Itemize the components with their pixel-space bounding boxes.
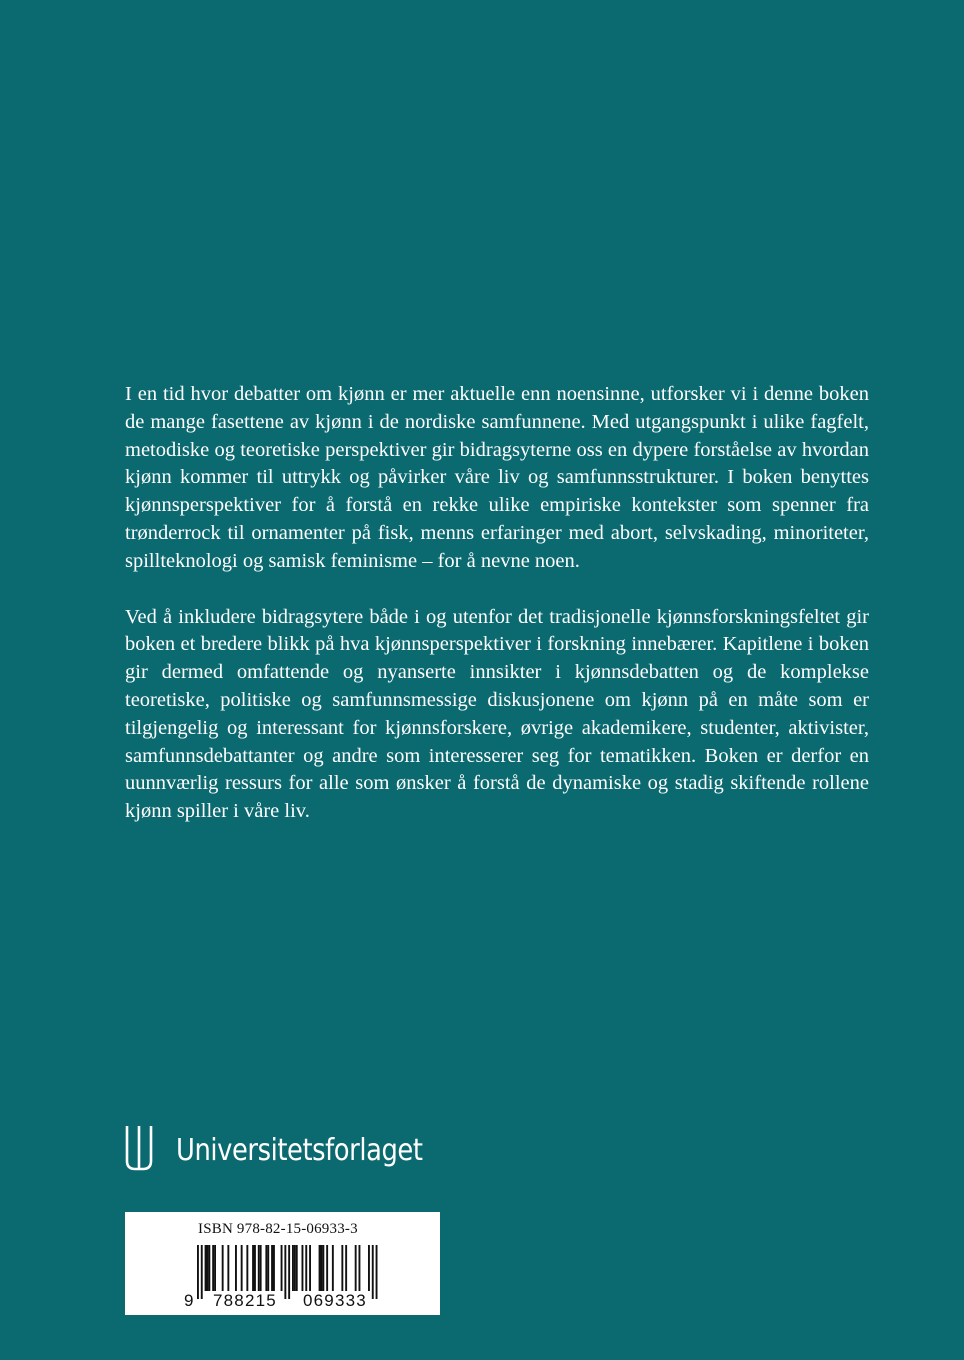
barcode-guard-bar xyxy=(288,1245,290,1299)
barcode-bar xyxy=(322,1245,324,1291)
barcode-bar xyxy=(332,1245,334,1291)
barcode-bar xyxy=(212,1245,214,1291)
barcode-bar xyxy=(341,1245,343,1291)
barcode-bar xyxy=(321,1245,323,1291)
barcode-bar xyxy=(241,1245,243,1291)
publisher-name: Universitetsforlaget xyxy=(176,1132,423,1168)
universitetsforlaget-u-logo-icon xyxy=(124,1125,154,1171)
barcode-bar xyxy=(359,1245,361,1291)
barcode-bar xyxy=(296,1245,298,1291)
barcode-digits-right: 069333 xyxy=(303,1291,367,1310)
barcode-bar xyxy=(281,1245,283,1291)
barcode-bar xyxy=(208,1245,210,1291)
barcode-digits-left: 788215 xyxy=(213,1291,277,1310)
blurb-paragraph-2: Ved å inkludere bidragsytere både i og utenfor det tradisjonelle kjønnsforskningsfeltet gir boken et bredere blikk på hva kjønnsperspektiver i forskning innebærer. Kapitlene i boken gir dermed omfattende og nyanserte innsikter i kjønnsdebatten og de komplekse teoretiske, politiske og samfunnsmessige diskusjonene om kjønn på en måte som er tilgjengelig og interessant for kjønnsforskere, øvrige akademikere, studenter, aktivister, samfunnsdebattanter og andre som interesserer seg for tematikken. Boken er derfor en uunnværlig ressurs for alle som ønsker å forstå de dynamiske og stadig skiftende rollene kjønn spiller i våre liv. xyxy=(125,605,869,823)
blurb-paragraph-1: I en tid hvor debatter om kjønn er mer aktuelle enn noensinne, utforsker vi i denne boken de mange fasettene av kjønn i de nordiske samfunnene. Med utgangspunkt i ulike fagfelt, metodiske og teoretiske perspektiver gir bidragsyterne oss en dypere forståelse av hvordan kjønn kommer til uttrykk og påvirker våre liv og samfunnsstrukturer. I boken benyttes kjønnsperspektiver for å forstå en rekke ulike empiriske kontekster som spenner fra trønderrock til ornamenter på fisk, menns erfaringer med abort, selvskading, minoriteter, spillteknologi og samisk feminisme – for å nevne noen. xyxy=(125,383,869,572)
barcode-bar xyxy=(345,1245,347,1291)
barcode-bar xyxy=(319,1245,321,1291)
barcode-bar xyxy=(309,1245,311,1291)
barcode-guard-bar xyxy=(376,1245,378,1299)
barcode-bar xyxy=(271,1245,273,1291)
barcode-guard-bar xyxy=(372,1245,374,1299)
barcode-bar xyxy=(305,1245,307,1291)
barcode-bar xyxy=(265,1245,267,1291)
publisher-mark xyxy=(124,1124,463,1172)
barcode-digit-first: 9 xyxy=(184,1291,194,1310)
barcode-bar xyxy=(227,1245,229,1291)
barcode-guard-bar xyxy=(197,1245,199,1299)
isbn-barcode-box xyxy=(125,1212,440,1315)
barcode-bar xyxy=(235,1245,237,1291)
barcode-bar xyxy=(260,1245,262,1291)
barcode-bar xyxy=(326,1245,328,1291)
barcode-guard-bar xyxy=(201,1245,203,1299)
barcode-bar xyxy=(368,1245,370,1291)
back-cover-blurb xyxy=(125,381,869,826)
barcode-bar xyxy=(214,1245,216,1291)
barcode-bar xyxy=(292,1245,294,1291)
isbn-label: ISBN 978-82-15-06933-3 xyxy=(198,1221,358,1237)
barcode-bar xyxy=(252,1245,254,1291)
barcode-bar xyxy=(205,1245,207,1291)
barcode-bar xyxy=(258,1245,260,1291)
barcode-bar xyxy=(294,1245,296,1291)
barcode-bar xyxy=(355,1245,357,1291)
barcode-bar xyxy=(254,1245,256,1291)
barcode-bar xyxy=(302,1245,304,1291)
barcode-bar xyxy=(222,1245,224,1291)
barcode-bar xyxy=(207,1245,209,1291)
barcode-bar xyxy=(267,1245,269,1291)
barcode-guard-bar xyxy=(284,1245,286,1299)
barcode-bar xyxy=(246,1245,248,1291)
barcode-bar xyxy=(273,1245,275,1291)
